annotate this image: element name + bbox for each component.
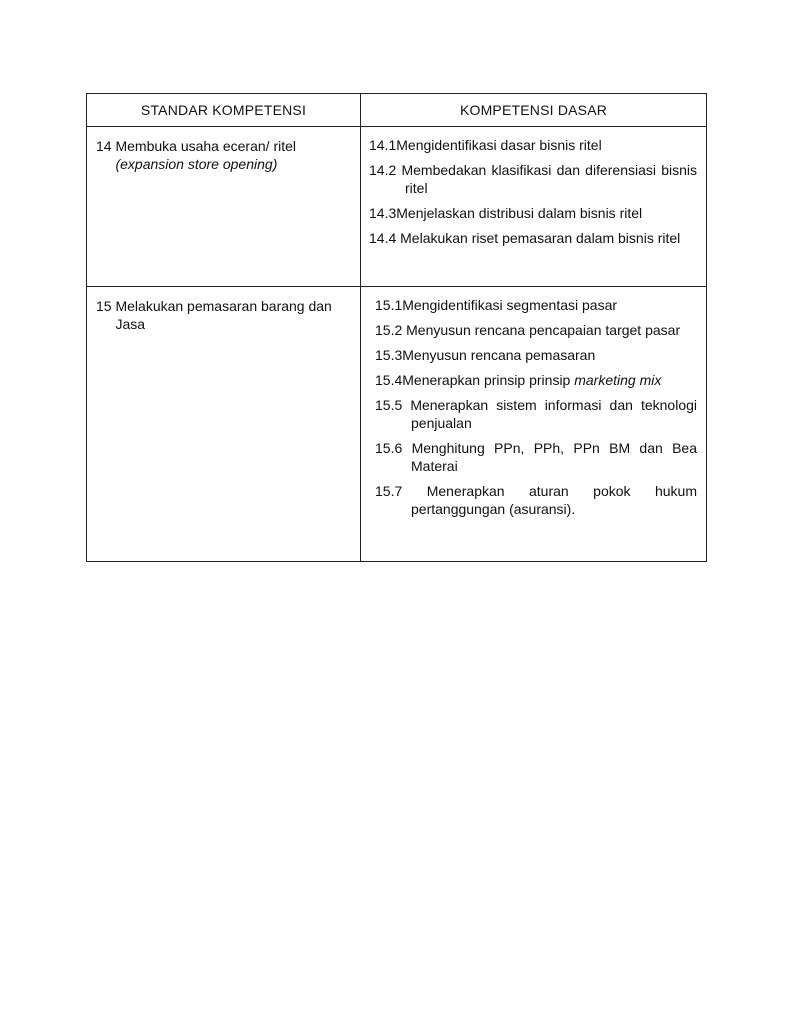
table-header-row (87, 94, 707, 127)
kd-text: Mengidentifikasi segmentasi pasar (402, 297, 618, 313)
sk-number: 15 (96, 298, 112, 314)
kd-number: 15.4 (375, 372, 403, 388)
kd-number: 14.4 (369, 230, 401, 246)
standar-kompetensi-cell (87, 127, 361, 287)
sk-text (115, 137, 353, 173)
standar-kompetensi-cell (87, 287, 361, 562)
table-row (87, 287, 707, 562)
kd-text: Menjelaskan distribusi dalam bisnis ritel (396, 205, 643, 221)
header-kompetensi-dasar: KOMPETENSI DASAR (361, 94, 707, 127)
header-standar-kompetensi: STANDAR KOMPETENSI (87, 94, 361, 127)
kompetensi-dasar-cell (361, 127, 707, 287)
kd-text: Melakukan riset pemasaran dalam bisnis ritel (400, 230, 681, 246)
kd-number: 15.2 (375, 322, 407, 338)
kd-text: Menghitung PPn, PPh, PPn BM dan Bea Materai (411, 440, 698, 474)
sk-number: 14 (96, 138, 112, 154)
kd-number: 14.2 (369, 162, 402, 178)
kd-text: Membedakan klasifikasi dan diferensiasi bisnis ritel (401, 162, 697, 196)
kd-text-main: Menerapkan prinsip prinsip (402, 372, 571, 388)
kd-number: 15.6 (375, 440, 412, 456)
competency-table (86, 93, 707, 562)
sk-text-italic: (expansion store opening) (115, 156, 278, 172)
kd-number: 15.3 (375, 347, 403, 363)
kompetensi-dasar-cell (361, 287, 707, 562)
kd-number: 14.3 (369, 205, 397, 221)
list-item (375, 371, 697, 389)
list-item (375, 482, 697, 518)
list-item (375, 321, 697, 339)
kd-text: Menerapkan sistem informasi dan teknologi penjualan (410, 397, 698, 431)
kd-text: Menyusun rencana pencapaian target pasar (406, 322, 681, 338)
list-item (375, 296, 697, 314)
list-item (369, 136, 697, 154)
sk-text-main: Membuka usaha eceran/ ritel (115, 138, 297, 154)
kd-text-italic: marketing mix (574, 372, 662, 388)
kd-text: Menyusun rencana pemasaran (402, 347, 596, 363)
kd-number: 14.1 (369, 137, 397, 153)
kd-number: 15.1 (375, 297, 403, 313)
kd-text (402, 371, 697, 389)
list-item (369, 204, 697, 222)
kd-text: Mengidentifikasi dasar bisnis ritel (396, 137, 602, 153)
list-item (369, 161, 697, 197)
list-item (375, 346, 697, 364)
list-item (375, 396, 697, 432)
kd-text: Menerapkan aturan pokok hukum pertanggungan (asuransi). (411, 483, 698, 517)
list-item (369, 229, 697, 247)
kd-number: 15.7 (375, 483, 427, 499)
sk-text: Melakukan pemasaran barang dan Jasa (115, 298, 332, 332)
table-row (87, 127, 707, 287)
kd-number: 15.5 (375, 397, 411, 413)
list-item (375, 439, 697, 475)
